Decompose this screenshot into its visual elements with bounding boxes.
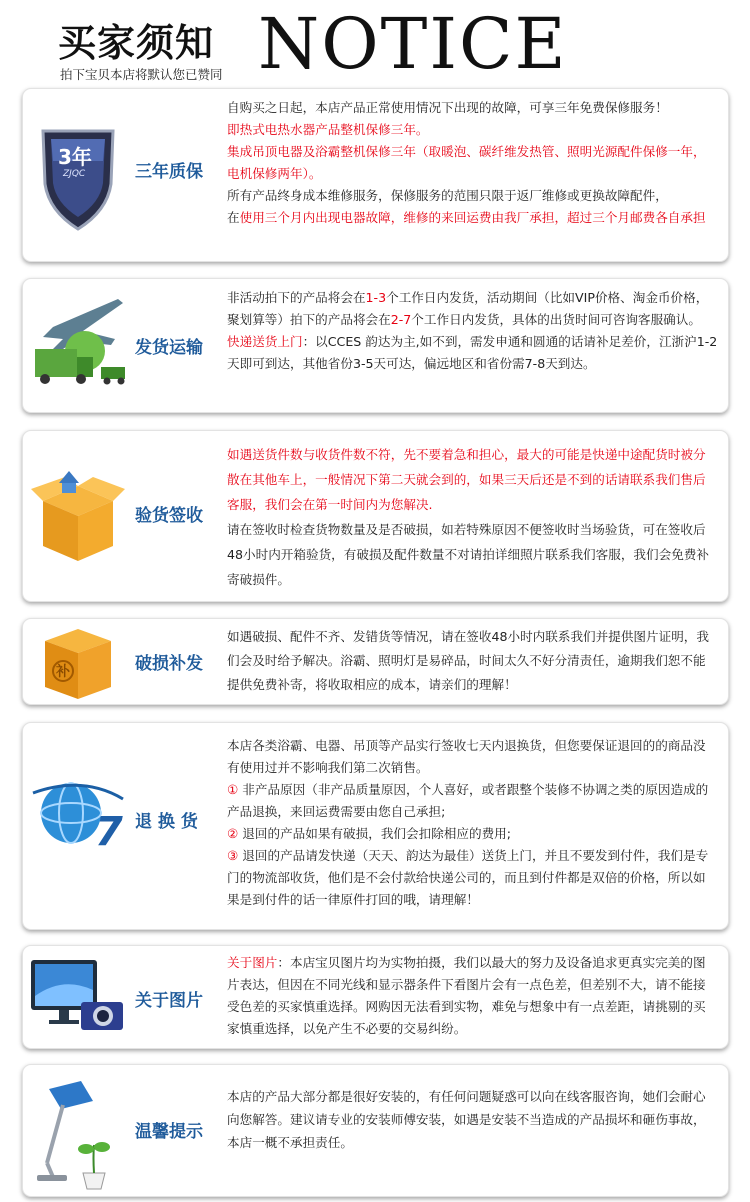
paragraph [227, 287, 718, 331]
lamp-plant-icon [23, 1065, 133, 1196]
paragraph [227, 845, 718, 911]
badge-brand: ZJQC [63, 169, 86, 179]
section-warranty [22, 88, 729, 262]
paragraph: 本店的产品大部分都是很好安装的，有任何问题疑惑可以向在线客服咨询，她们会耐心向您解答。建议请专业的安装师傅安装，如遇是安装不当造成的产品损坏和砸伤事故，本店一概不承担责任。 [227, 1089, 706, 1150]
paragraph: 自购买之日起，本店产品正常使用情况下出现的故障，可享三年免费保修服务！ [227, 100, 668, 115]
text-span: 退回的产品如果有破损，我们会扣除相应的费用; [238, 826, 512, 841]
list-number: ② [227, 826, 239, 841]
section-title: 退 换 货 [135, 812, 198, 832]
section-content [227, 97, 718, 229]
open-box-icon [23, 431, 133, 601]
seven-digit: 7 [95, 809, 123, 855]
section-content [227, 1085, 718, 1154]
section-inspection [22, 430, 729, 602]
text-span: 个工作日内发货，具体的出货时间可咨询客服确认。 [411, 312, 701, 327]
globe-seven-icon [23, 723, 133, 929]
section-damage [22, 618, 729, 705]
text-span: 非活动拍下的产品将会在 [227, 290, 366, 305]
section-title: 破损补发 [135, 654, 203, 674]
section-tips [22, 1064, 729, 1197]
section-content [227, 287, 718, 375]
section-content [227, 442, 718, 592]
shield-badge-icon [23, 89, 133, 261]
text-span: 非产品原因（非产品质量原因，个人喜好，或者跟整个装修不协调之类的原因造成的产品退换，来回运费需要由您自己承担; [227, 782, 709, 819]
header-title-en: NOTICE [258, 3, 568, 85]
paragraph: 请在签收时检查货物数量及是否破损，如若特殊原因不便签收时当场验货，可在签收后48小时内开箱验货，有破损及配件数量不对请拍详细照片联系我们客服，我们会免费补寄破损件。 [227, 522, 709, 587]
section-title: 关于图片 [135, 991, 203, 1011]
text-span: 个工作日内发货，活动期间（比如VIP价格、淘金币价格，聚划算等）拍下的产品将会在 [227, 290, 709, 327]
paragraph: 所有产品终身成本维修服务，保修服务的范围只限于返厂维修或更换故障配件， [227, 188, 668, 203]
section-content [227, 735, 718, 911]
section-title: 三年质保 [135, 162, 203, 182]
text-span: 在 [227, 210, 240, 225]
page-header [0, 0, 750, 88]
section-title: 温馨提示 [135, 1122, 203, 1142]
text-span: 退回的产品请发快递（天天、韵达为最佳）送货上门，并且不要发到付件，我们是专门的物流部收货，他们是不会付款给快递公司的，而且到付件都是双倍的价格，所以如果是到付件的话一律原件打回的哦，请理解！ [227, 848, 709, 907]
paragraph [227, 331, 718, 375]
paragraph: 即热式电热水器产品整机保修三年。 [227, 122, 429, 137]
text-span-red: 快递送货上门 [227, 334, 303, 349]
section-photos [22, 945, 729, 1049]
section-shipping [22, 278, 729, 413]
paragraph [227, 952, 718, 1040]
text-span-red: 使用三个月内出现电器故障，维修的来回运费由我厂承担，超过三个月邮费各自承担 [239, 210, 706, 225]
text-span-red: 关于图片 [227, 955, 278, 970]
airplane-truck-icon [23, 279, 133, 412]
text-span-red: 2-7 [390, 312, 412, 327]
text-span: ：本店宝贝图片均为实物拍摄，我们以最大的努力及设备追求更真实完美的图片表达，但因在不同光线和显示器条件下看图片会有一点色差，但差别不大，请不能接受色差的买家慎重选择。网购因无法看到实物，难免与想象中有一点差距，请挑剔的买家慎重选择，以免产生不必要的交易纠纷。 [227, 955, 706, 1036]
section-title: 发货运输 [135, 338, 203, 358]
list-number: ③ [227, 848, 239, 863]
text-span: ：以CCES 韵达为主,如不到，需发申通和圆通的话请补足差价，江浙沪1-2天即可到达，其他省份3-5天可达，偏远地区和省份需7-8天到达。 [227, 334, 718, 371]
paragraph: 本店各类浴霸、电器、吊顶等产品实行签收七天内退换货，但您要保证退回的的商品没有使用过并不影响我们第二次销售。 [227, 738, 706, 775]
box-label: 补 [56, 664, 70, 680]
paragraph: 如遇破损、配件不齐、发错货等情况，请在签收48小时内联系我们并提供图片证明，我们会及时给予解决。浴霸、照明灯是易碎品，时间太久不好分清责任，逾期我们恕不能提供免费补寄，将收取相应的成本，请亲们的理解！ [227, 629, 709, 692]
header-title-cn: 买家须知 [58, 21, 215, 65]
section-content [227, 625, 718, 697]
paragraph [227, 207, 718, 229]
paragraph: 如遇送货件数与收货件数不符，先不要着急和担心，最大的可能是快递中途配货时被分散在其他车上，一般情况下第二天就会到的，如果三天后还是不到的话请联系我们售后客服，我们会在第一时间内为您解决. [227, 447, 706, 512]
section-returns [22, 722, 729, 930]
text-span-red: 1-3 [365, 290, 387, 305]
list-number: ① [227, 782, 239, 797]
monitor-camera-icon [23, 946, 133, 1048]
paragraph [227, 823, 718, 845]
paragraph [227, 779, 718, 823]
header-subtitle: 拍下宝贝本店将默认您已赞同 [60, 67, 223, 82]
paragraph: 集成吊顶电器及浴霸整机保修三年（取暖泡、碳纤维发热管、照明光源配件保修一年，电机保修两年）。 [227, 144, 706, 181]
section-title: 验货签收 [135, 506, 203, 526]
section-content [227, 952, 718, 1040]
box-icon [23, 619, 133, 704]
badge-years: 3年 [58, 145, 92, 169]
